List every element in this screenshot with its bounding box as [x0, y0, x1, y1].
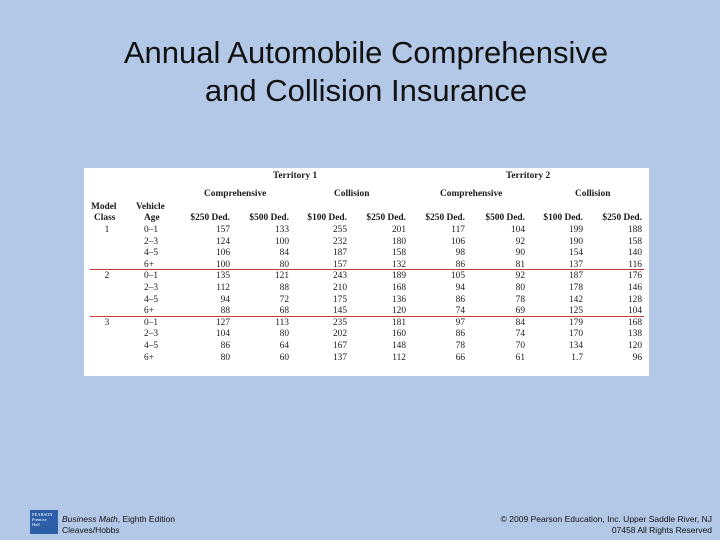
copyright-line-1: © 2009 Pearson Education, Inc. Upper Saddle River, NJ [500, 514, 712, 524]
rate-cell: 135 [215, 271, 230, 282]
rate-cell: 116 [628, 259, 642, 270]
copyright-line-2: 07458 All Rights Reserved [611, 525, 712, 535]
vehicle-age: 6+ [144, 259, 154, 270]
rate-cell: 80 [515, 283, 525, 293]
territory-2-header: Territory 2 [506, 171, 551, 181]
title-line-2: and Collision Insurance [204, 73, 528, 108]
authors: Cleaves/Hobbs [62, 525, 120, 535]
rate-cell: 69 [515, 306, 525, 317]
rate-cell: 154 [568, 248, 583, 259]
rate-cell: 80 [279, 329, 289, 340]
rate-cell: 157 [332, 259, 347, 270]
rate-cell: 210 [332, 283, 347, 293]
model-class-1: 1 [104, 225, 110, 235]
rate-cell: 168 [627, 317, 642, 328]
vehicle-age: 6+ [144, 306, 154, 317]
rate-cell: 94 [220, 294, 230, 305]
rate-cell: 120 [391, 306, 406, 317]
footer-book-info [62, 514, 175, 536]
logo-line-2: Prentice [32, 517, 47, 522]
rate-cell: 136 [391, 294, 406, 305]
rate-cell: 80 [220, 352, 230, 363]
rate-cell: 179 [568, 317, 583, 328]
rate-cell: 80 [279, 259, 289, 270]
rate-cell: 158 [391, 248, 406, 259]
column-header-7: $100 Ded. [543, 213, 583, 223]
rate-cell: 158 [627, 236, 642, 247]
rate-cell: 94 [455, 283, 465, 293]
rate-cell: 96 [632, 352, 642, 363]
rate-cell: 86 [455, 259, 465, 270]
insurance-rate-table [84, 168, 649, 376]
rate-cell: 189 [391, 271, 406, 282]
rate-cell: 140 [627, 248, 642, 259]
rate-cell: 128 [627, 294, 642, 305]
rate-cell: 74 [455, 306, 465, 317]
rate-cell: 104 [215, 329, 230, 340]
rate-cell: 255 [332, 225, 347, 235]
rate-cell: 168 [391, 283, 406, 293]
rate-cell: 104 [510, 225, 525, 235]
rate-cell: 74 [515, 329, 525, 340]
footer-copyright [501, 514, 712, 536]
rate-cell: 201 [391, 225, 406, 235]
column-header-6: $500 Ded. [485, 213, 525, 223]
slide-title [0, 34, 720, 110]
rate-cell: 137 [332, 352, 347, 363]
group-divider [90, 316, 644, 317]
column-header-3: $100 Ded. [307, 213, 347, 223]
rate-cell: 72 [279, 294, 289, 305]
rate-cell: 170 [568, 329, 583, 340]
collision-header-1: Collision [334, 189, 370, 199]
column-header-4: $250 Ded. [366, 213, 406, 223]
title-line-1: Annual Automobile Comprehensive [123, 35, 609, 70]
rate-cell: 188 [627, 225, 642, 235]
rate-cell: 148 [391, 341, 406, 351]
book-title: Business Math [62, 514, 118, 524]
rate-cell: 70 [515, 341, 525, 351]
logo-line-3: Hall [32, 522, 40, 527]
rate-cell: 235 [332, 317, 347, 328]
rate-cell: 145 [332, 306, 347, 317]
rate-cell: 117 [451, 225, 465, 235]
rate-cell: 167 [332, 341, 347, 351]
rate-cell: 157 [215, 225, 230, 235]
vehicle-age: 2–3 [144, 236, 159, 247]
rate-cell: 160 [391, 329, 406, 340]
rate-cell: 232 [332, 236, 347, 247]
rate-cell: 68 [279, 306, 289, 317]
rate-cell: 202 [332, 329, 347, 340]
rate-cell: 176 [627, 271, 642, 282]
rate-cell: 187 [332, 248, 347, 259]
rate-cell: 88 [220, 306, 230, 317]
rate-cell: 81 [515, 259, 525, 270]
rate-cell: 86 [220, 341, 230, 351]
rate-cell: 199 [568, 225, 583, 235]
rate-cell: 100 [215, 259, 230, 270]
vehicle-age: 0–1 [144, 317, 159, 328]
rate-cell: 92 [515, 271, 525, 282]
rate-cell: 78 [455, 341, 465, 351]
rate-cell: 97 [455, 317, 465, 328]
vehicle-age: 0–1 [144, 225, 159, 235]
rate-cell: 104 [627, 306, 642, 317]
rate-cell: 138 [627, 329, 642, 340]
rate-cell: 125 [568, 306, 583, 317]
rate-cell: 61 [515, 352, 525, 363]
rate-cell: 178 [568, 283, 583, 293]
rate-cell: 92 [515, 236, 525, 247]
group-divider [90, 269, 644, 270]
rate-cell: 137 [568, 259, 583, 270]
rate-cell: 100 [274, 236, 289, 247]
rate-cell: 78 [515, 294, 525, 305]
rate-cell: 105 [450, 271, 465, 282]
collision-header-2: Collision [575, 189, 611, 199]
rate-cell: 112 [216, 283, 230, 293]
rate-cell: 86 [455, 294, 465, 305]
age-label: Age [144, 213, 160, 223]
vehicle-label: Vehicle [136, 202, 165, 212]
rate-cell: 98 [455, 248, 465, 259]
rate-cell: 175 [332, 294, 347, 305]
rate-cell: 106 [450, 236, 465, 247]
rate-cell: 1.7 [571, 352, 583, 363]
column-header-1: $250 Ded. [190, 213, 230, 223]
rate-cell: 133 [274, 225, 289, 235]
rate-cell: 112 [392, 352, 406, 363]
pearson-logo [30, 510, 58, 534]
vehicle-age: 4–5 [144, 341, 159, 351]
book-edition: , Eighth Edition [117, 514, 175, 524]
rate-cell: 60 [279, 352, 289, 363]
rate-cell: 142 [568, 294, 583, 305]
comprehensive-header-2: Comprehensive [440, 189, 503, 199]
model-class-2: 2 [104, 271, 110, 282]
territory-1-header: Territory 1 [273, 171, 318, 181]
rate-cell: 190 [568, 236, 583, 247]
rate-cell: 124 [215, 236, 230, 247]
rate-cell: 90 [515, 248, 525, 259]
logo-line-1: PEARSON [32, 512, 53, 517]
rate-cell: 66 [455, 352, 465, 363]
class-label: Class [94, 213, 116, 223]
rate-cell: 134 [568, 341, 583, 351]
vehicle-age: 2–3 [144, 329, 159, 340]
vehicle-age: 6+ [144, 352, 154, 363]
rate-cell: 187 [568, 271, 583, 282]
vehicle-age: 0–1 [144, 271, 159, 282]
model-class-3: 3 [104, 317, 110, 328]
rate-cell: 113 [275, 317, 289, 328]
vehicle-age: 2–3 [144, 283, 159, 293]
rate-cell: 121 [274, 271, 289, 282]
rate-cell: 243 [332, 271, 347, 282]
rate-cell: 181 [391, 317, 406, 328]
rate-cell: 127 [215, 317, 230, 328]
column-header-2: $500 Ded. [249, 213, 289, 223]
column-header-5: $250 Ded. [425, 213, 465, 223]
rate-cell: 88 [279, 283, 289, 293]
rate-cell: 84 [279, 248, 289, 259]
model-label: Model [91, 202, 117, 212]
rate-cell: 120 [627, 341, 642, 351]
rate-cell: 132 [391, 259, 406, 270]
rate-cell: 84 [515, 317, 525, 328]
comprehensive-header-1: Comprehensive [204, 189, 267, 199]
rate-cell: 180 [391, 236, 406, 247]
rate-cell: 146 [627, 283, 642, 293]
rate-cell: 86 [455, 329, 465, 340]
rate-cell: 106 [215, 248, 230, 259]
column-header-8: $250 Ded. [602, 213, 642, 223]
rate-cell: 64 [279, 341, 289, 351]
vehicle-age: 4–5 [144, 294, 159, 305]
vehicle-age: 4–5 [144, 248, 159, 259]
